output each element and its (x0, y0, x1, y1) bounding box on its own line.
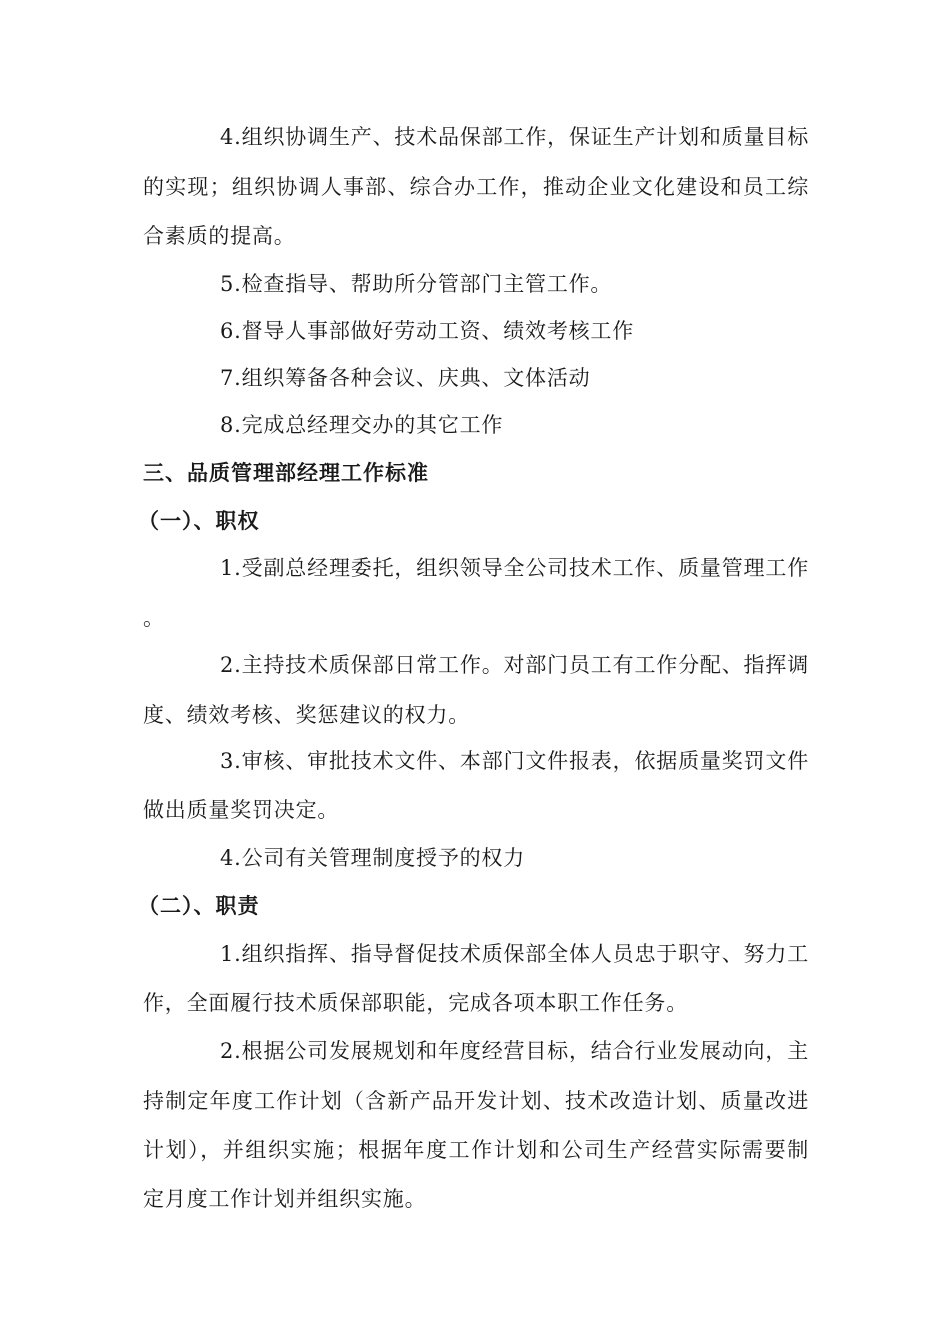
para-line-6: 7.组织筹备各种会议、庆典、文体活动 (220, 366, 591, 390)
para-line-10: 2.主持技术质保部日常工作。对部门员工有工作分配、指挥调 (220, 653, 809, 677)
para-line-4: 5.检查指导、帮助所分管部门主管工作。 (220, 272, 613, 296)
para-line-1: 4.组织协调生产、技术品保部工作，保证生产计划和质量目标 (220, 125, 809, 149)
para-line-19: 计划），并组织实施；根据年度工作计划和公司生产经营实际需要制 (143, 1138, 809, 1162)
para-line-2: 的实现；组织协调人事部、综合办工作，推动企业文化建设和员工综 (143, 175, 809, 199)
para-line-3: 合素质的提高。 (143, 224, 296, 248)
para-line-20: 定月度工作计划并组织实施。 (143, 1187, 427, 1211)
para-line-13: 做出质量奖罚决定。 (143, 798, 340, 822)
para-line-12: 3.审核、审批技术文件、本部门文件报表，依据质量奖罚文件 (220, 749, 809, 773)
para-line-18: 持制定年度工作计划（含新产品开发计划、技术改造计划、质量改进 (143, 1089, 809, 1113)
para-line-7: 8.完成总经理交办的其它工作 (220, 413, 504, 437)
para-line-16: 作，全面履行技术质保部职能，完成各项本职工作任务。 (143, 991, 688, 1015)
subsection-heading-2: （二）、职责 (138, 894, 260, 918)
subsection-heading-1: （一）、职权 (138, 509, 260, 533)
para-line-9: 。 (143, 606, 165, 630)
para-line-14: 4.公司有关管理制度授予的权力 (220, 846, 526, 870)
para-line-11: 度、绩效考核、奖惩建议的权力。 (143, 703, 470, 727)
section-heading: 三、品质管理部经理工作标准 (143, 461, 429, 485)
para-line-15: 1.组织指挥、指导督促技术质保部全体人员忠于职守、努力工 (220, 942, 809, 966)
para-line-8: 1.受副总经理委托，组织领导全公司技术工作、质量管理工作 (220, 556, 809, 580)
para-line-5: 6.督导人事部做好劳动工资、绩效考核工作 (220, 319, 635, 343)
para-line-17: 2.根据公司发展规划和年度经营目标，结合行业发展动向，主 (220, 1039, 809, 1063)
